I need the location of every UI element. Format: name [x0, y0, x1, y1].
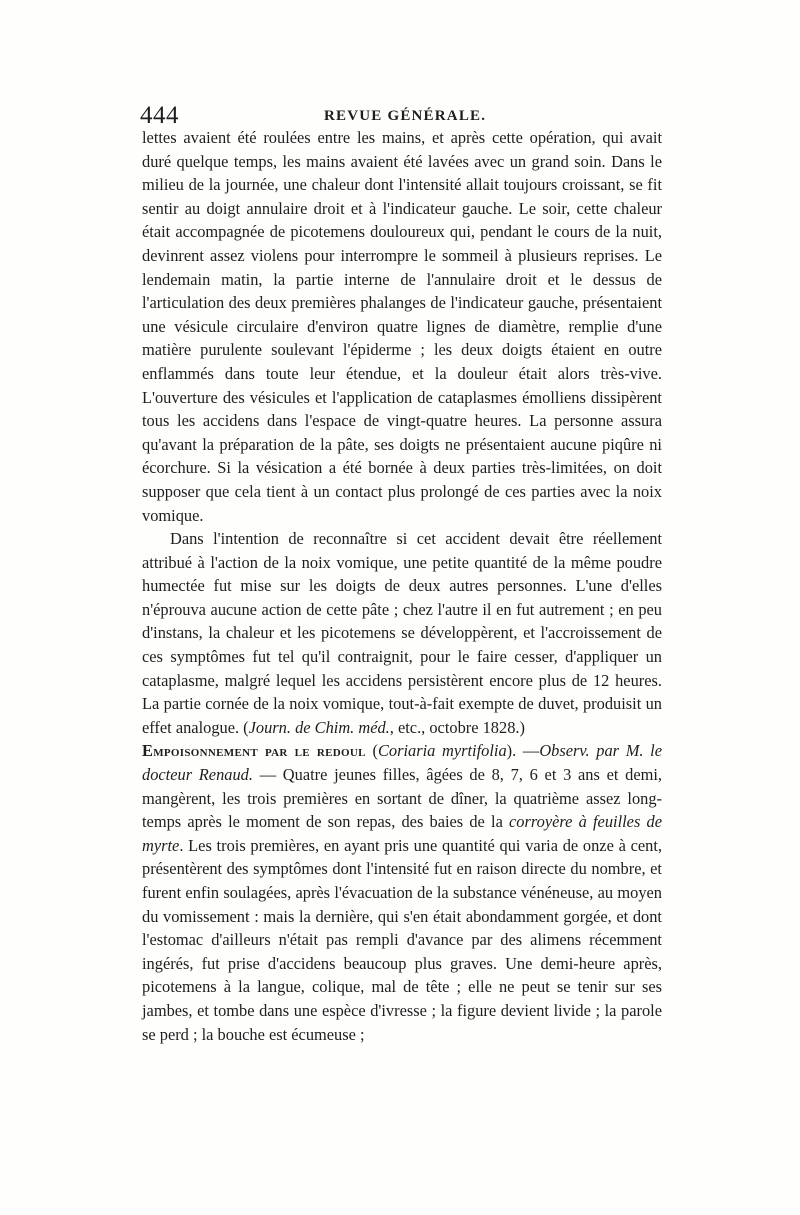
heading-space: ( [365, 741, 378, 761]
citation-date: , etc., octobre 1828.) [389, 717, 525, 737]
heading-punct: ). — [506, 741, 540, 761]
body-text [142, 126, 662, 1046]
journal-citation: Journ. de Chim. méd. [248, 717, 390, 737]
plant-name: Coriaria myrtifolia [377, 741, 507, 761]
section-heading: Empoisonnement par le redoul [142, 741, 366, 761]
paragraph-text-cont: . Les trois premières, en ayant pris une quantité qui varia de onze à cent, présentèrent des symptômes dont l'intensité fut en raison directe du nombre, et furent enfin soulagées, après l'évacuation de la substance vénéneuse, au moyen du vomissement : mais la dernière, qui s'en était abondamment gorgée, et dont l'estomac d'ailleurs n'était pas rempli d'avance par des alimens récemment ingérés, fut prise d'accidens beaucoup plus graves. Une demi-heure après, picotemens à la langue, colique, mal de tête ; elle ne peut se tenir sur ses jambes, et tombe dans une espèce d'ivresse ; la figure devient livide ; la parole se perd ; la bouche est écumeuse ; [142, 835, 662, 1044]
paragraph-continued: lettes avaient été roulées entre les mains, et après cette opération, qui avait duré quelque temps, les mains avaient été lavées avec un grand soin. Dans le milieu de la journée, une chaleur dont l'intensité allait toujours croissant, se fit sentir au doigt annulaire droit et à l'indicateur gauche. Le soir, cette chaleur était accompagnée de picotemens douloureux qui, pendant le cours de la nuit, devinrent assez violens pour interrompre le sommeil à plusieurs reprises. Le lendemain matin, la partie interne de l'annulaire droit et le dessus de l'articulation des deux premières phalanges de l'indicateur gauche, présentaient une vésicule circulaire d'environ quatre lignes de diamètre, remplie d'une matière purulente soulevant l'épiderme ; les deux doigts étaient en outre enflammés dans toute leur étendue, et la douleur était alors très-vive. L'ouverture des vésicules et l'application de cataplasmes émolliens dissipèrent tous les accidens dans l'espace de vingt-quatre heures. La personne assura qu'avant la préparation de la pâte, ses doigts ne présentaient aucune piqûre ni écorchure. Si la vésication a été bornée à deux parties très-limitées, on doit supposer que cela tient à un contact plus prolongé de ces parties avec la noix vomique. [142, 128, 662, 525]
paragraph-noix-vomique [142, 527, 662, 739]
paragraph-text: Dans l'intention de reconnaître si cet accident devait être réellement attribué à l'action de la noix vomique, une petite quantité de la même poudre humectée fut mise sur les doigts de deux autres personnes. L'une d'elles n'éprouva aucune action de cette pâte ; chez l'autre il en fut autrement ; en peu d'instans, la chaleur et les picotemens se développèrent, et l'accroissement de ces symptômes fut tel qu'il contraignit, pour le faire cesser, d'appliquer un cataplasme, malgré lequel les accidens persistèrent encore plus de 12 heures. La partie cornée de la noix vomique, tout-à-fait exempte de duvet, produisit un effet analogue. ( [142, 529, 662, 737]
berry-name: corroyère à feuilles de myrte [142, 812, 662, 855]
running-head: REVUE GÉNÉRALE. [324, 108, 487, 124]
paragraph-text: — Quatre jeunes filles, âgées de 8, 7, 6 et 3 ans et demi, mangèrent, les trois premières en sortant de dîner, la quatrième assez long-temps après le moment de son repas, des baies de la [142, 765, 662, 832]
paragraph-empoisonnement [142, 739, 662, 1046]
page-number: 444 [140, 102, 179, 129]
observer-credit: Observ. par M. le docteur Renaud. [142, 741, 662, 785]
